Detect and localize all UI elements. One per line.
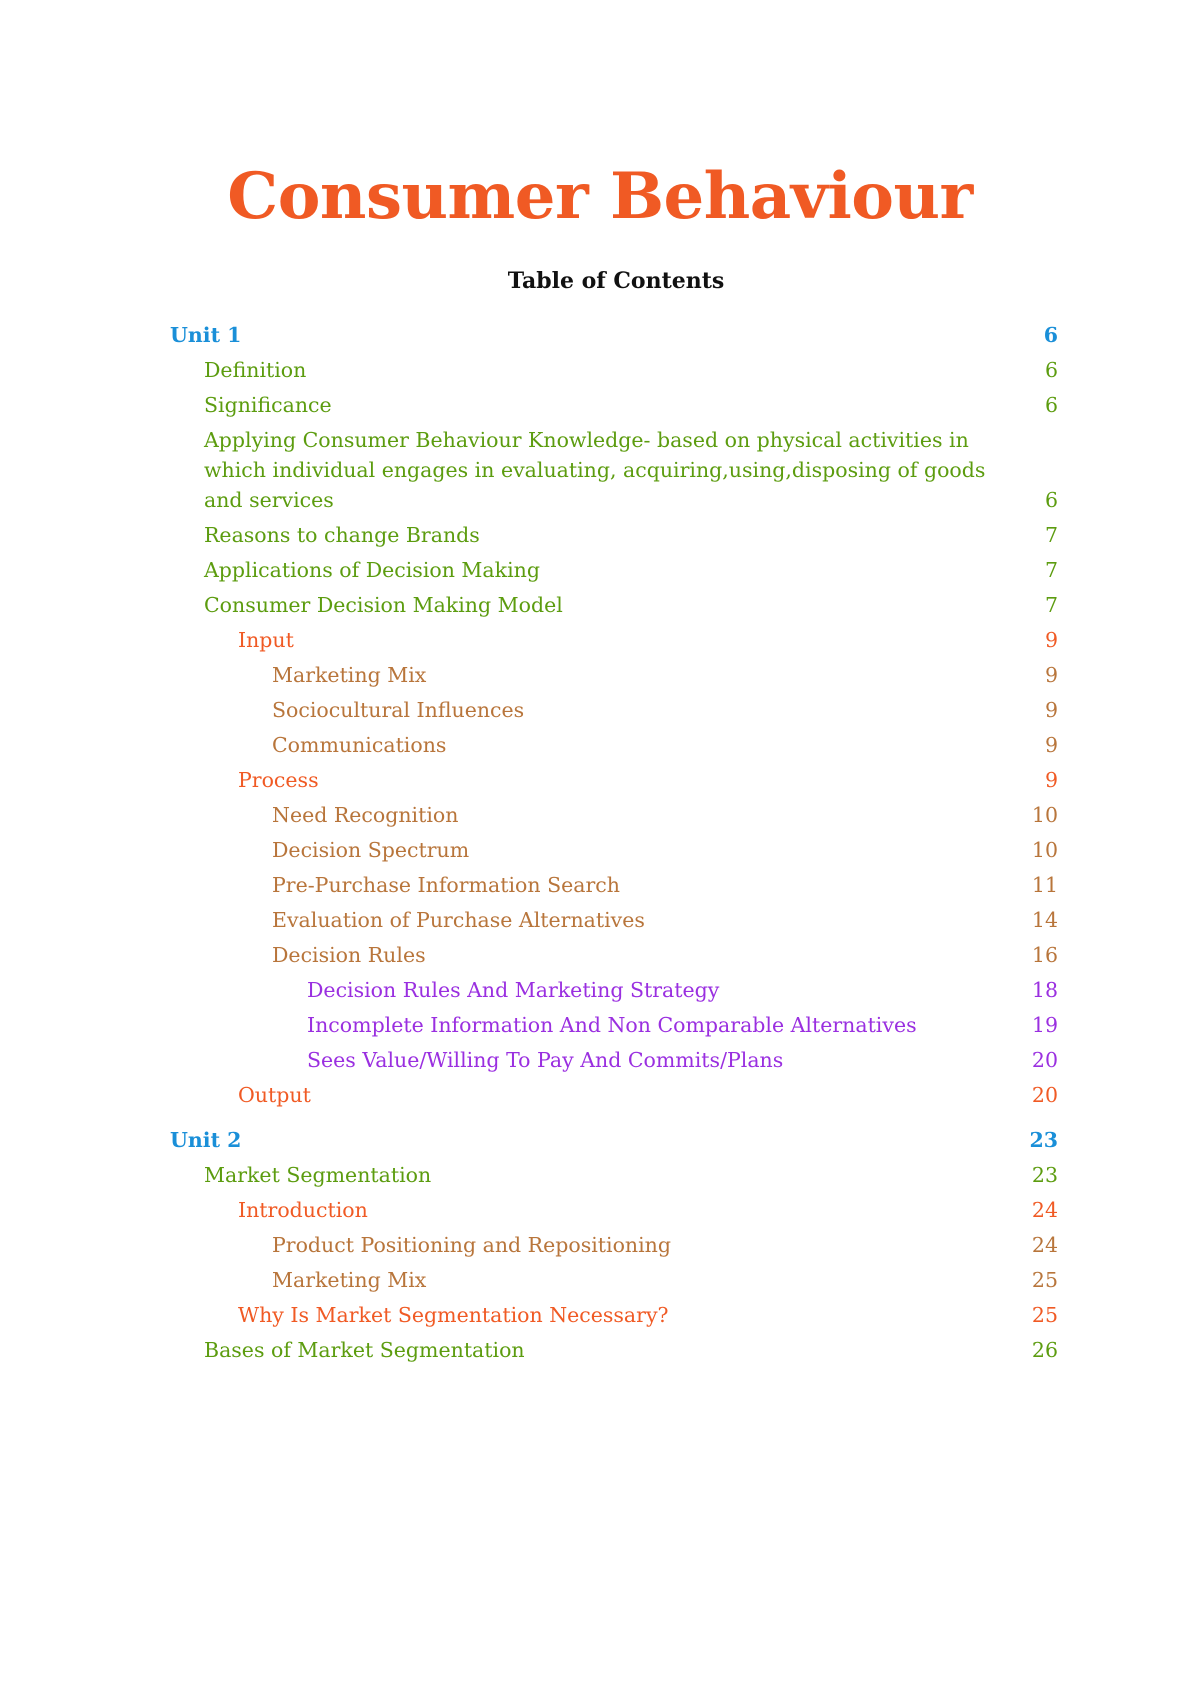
- toc-entry-title: Applications of Decision Making: [204, 558, 540, 582]
- toc-entry-title: Incomplete Information And Non Comparable Alternatives: [307, 1013, 917, 1037]
- toc-entry-page-number: 11: [1031, 873, 1058, 897]
- toc-entry[interactable]: [170, 1160, 1058, 1190]
- toc-entry-page-number: 7: [1044, 558, 1058, 582]
- toc-entry-title: Definition: [204, 358, 307, 382]
- toc-entry[interactable]: [170, 975, 1058, 1005]
- toc-entry-page-number: 23: [1029, 1128, 1058, 1152]
- toc-entry-title: Input: [238, 628, 294, 652]
- toc-entry-page-number: 6: [1044, 358, 1058, 382]
- toc-entry[interactable]: [170, 800, 1058, 830]
- toc-entry-page-number: 18: [1031, 978, 1058, 1002]
- toc-entry[interactable]: [170, 1010, 1058, 1040]
- toc-entry-page-number: 7: [1044, 593, 1058, 617]
- toc-entry-title: Marketing Mix: [272, 1268, 427, 1292]
- toc-entry-title: Unit 1: [170, 323, 242, 347]
- toc-entry-title: Sociocultural Influences: [272, 698, 525, 722]
- document-title: Consumer Behaviour: [227, 159, 973, 234]
- toc-entry[interactable]: [170, 905, 1058, 935]
- toc-entry[interactable]: [170, 425, 1058, 515]
- toc-entry-title: Introduction: [238, 1198, 368, 1222]
- toc-entry[interactable]: [170, 695, 1058, 725]
- toc-heading: Table of Contents: [507, 268, 725, 294]
- toc-entry-title: Bases of Market Segmentation: [204, 1338, 525, 1362]
- toc-entry-title: Communications: [272, 733, 447, 757]
- toc-entry-page-number: 19: [1031, 1013, 1058, 1037]
- toc-entry[interactable]: [170, 590, 1058, 620]
- toc-unit-entry[interactable]: [170, 1125, 1058, 1155]
- toc-entry-title: Product Positioning and Repositioning: [272, 1233, 672, 1257]
- toc-entry-title: Market Segmentation: [204, 1163, 432, 1187]
- toc-entry-page-number: 26: [1031, 1338, 1058, 1362]
- toc-entry-page-number: 25: [1031, 1268, 1058, 1292]
- toc-entry-title: Reasons to change Brands: [204, 523, 480, 547]
- toc-entry[interactable]: [170, 870, 1058, 900]
- toc-entry-title: Evaluation of Purchase Alternatives: [272, 908, 645, 932]
- toc-entry-page-number: 7: [1044, 523, 1058, 547]
- toc-entry[interactable]: [170, 355, 1058, 385]
- toc-entry-page-number: 25: [1031, 1303, 1058, 1327]
- toc-entry-page-number: 10: [1031, 803, 1058, 827]
- toc-entry-title: Marketing Mix: [272, 663, 427, 687]
- toc-entry-page-number: 20: [1031, 1048, 1058, 1072]
- toc-entry-page-number: 24: [1031, 1198, 1058, 1222]
- toc-entry-title: Pre-Purchase Information Search: [272, 873, 620, 897]
- toc-entry-page-number: 6: [1043, 323, 1058, 347]
- toc-entry[interactable]: [170, 940, 1058, 970]
- toc-entry[interactable]: [170, 1335, 1058, 1365]
- toc-entry-title: Decision Rules: [272, 943, 426, 967]
- toc-entry[interactable]: [170, 625, 1058, 655]
- toc-entry-title: Need Recognition: [272, 803, 459, 827]
- toc-entry[interactable]: [170, 1080, 1058, 1110]
- toc-entry[interactable]: [170, 1300, 1058, 1330]
- toc-entry-title: Decision Spectrum: [272, 838, 470, 862]
- toc-entry-title: Unit 2: [170, 1128, 242, 1152]
- toc-entry-title: Significance: [204, 393, 332, 417]
- toc-entry[interactable]: [170, 835, 1058, 865]
- toc-entry[interactable]: [170, 1265, 1058, 1295]
- toc-entry-page-number: 9: [1044, 663, 1058, 687]
- toc-entry-page-number: 24: [1031, 1233, 1058, 1257]
- toc-entry[interactable]: [170, 1195, 1058, 1225]
- toc-entry-title: Output: [238, 1083, 311, 1107]
- toc-entry-title: Consumer Decision Making Model: [204, 593, 563, 617]
- toc-entry-page-number: 9: [1044, 733, 1058, 757]
- toc-entry-page-number: 6: [1044, 393, 1058, 417]
- toc-entry[interactable]: [170, 520, 1058, 550]
- toc-entry[interactable]: [170, 660, 1058, 690]
- toc-entry-page-number: 9: [1044, 698, 1058, 722]
- toc-entry[interactable]: [170, 730, 1058, 760]
- toc-entry-page-number: 10: [1031, 838, 1058, 862]
- toc-entry-title: Why Is Market Segmentation Necessary?: [238, 1303, 669, 1327]
- toc-entry-page-number: 6: [1044, 488, 1058, 512]
- toc-entry-title: Applying Consumer Behaviour Knowledge- based on physical activities in which individual engages in evaluating, acquiring,using,disposing of goods and services: [204, 428, 986, 512]
- toc-entry-page-number: 14: [1031, 908, 1058, 932]
- table-of-contents: [170, 320, 1058, 1365]
- toc-entry[interactable]: [170, 1045, 1058, 1075]
- toc-entry-title: Process: [238, 768, 319, 792]
- toc-entry[interactable]: [170, 555, 1058, 585]
- toc-entry-page-number: 20: [1031, 1083, 1058, 1107]
- toc-entry-page-number: 16: [1031, 943, 1058, 967]
- toc-entry-page-number: 9: [1044, 628, 1058, 652]
- toc-entry[interactable]: [170, 390, 1058, 420]
- toc-entry-title: Decision Rules And Marketing Strategy: [307, 978, 720, 1002]
- toc-entry-title: Sees Value/Willing To Pay And Commits/Plans: [307, 1048, 784, 1072]
- toc-entry-page-number: 23: [1031, 1163, 1058, 1187]
- toc-entry[interactable]: [170, 765, 1058, 795]
- toc-entry-page-number: 9: [1044, 768, 1058, 792]
- toc-unit-entry[interactable]: [170, 320, 1058, 350]
- toc-entry[interactable]: [170, 1230, 1058, 1260]
